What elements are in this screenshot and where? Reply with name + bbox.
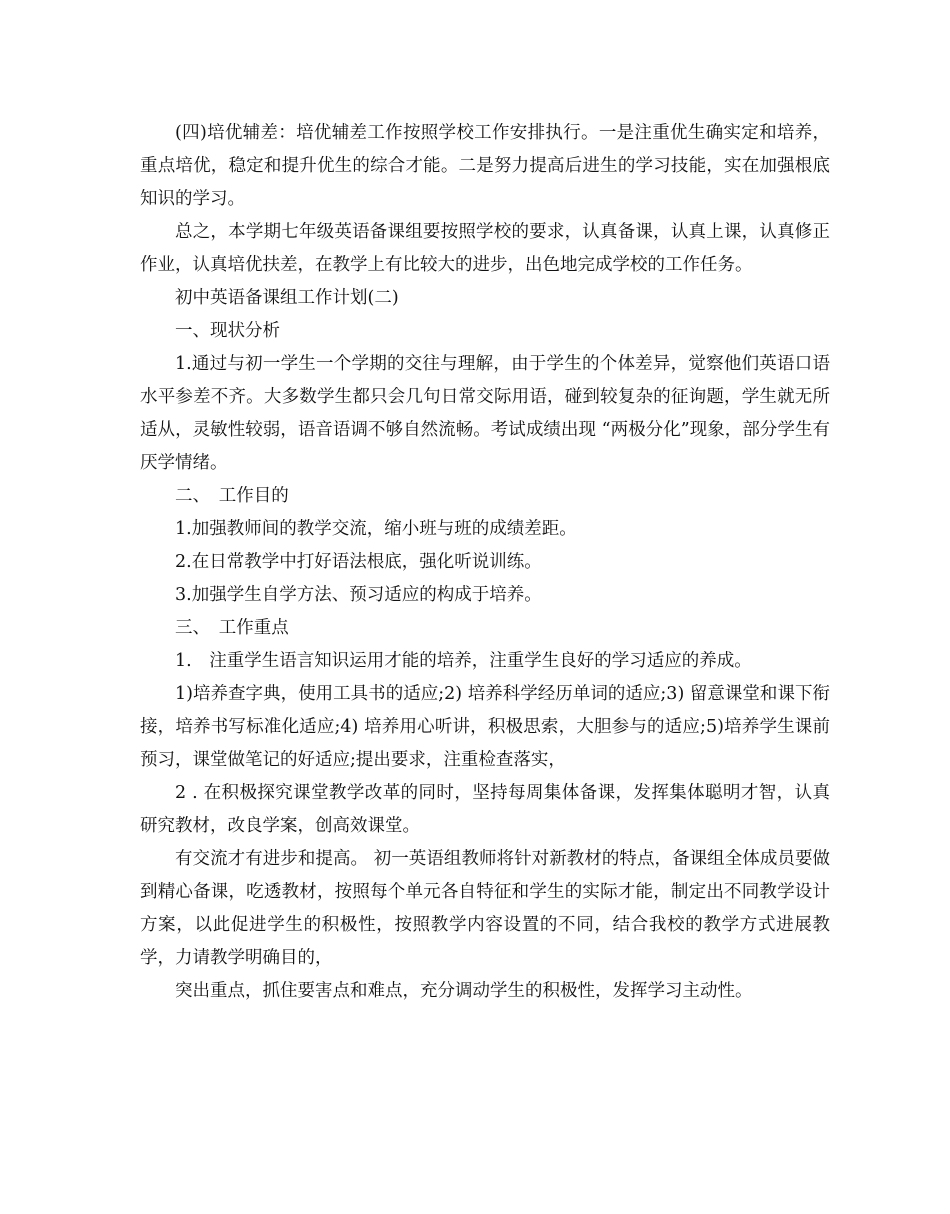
paragraph-goal-1: 1.加强教师间的教学交流，缩小班与班的成绩差距。 xyxy=(175,519,577,539)
paragraph-goal-2: 2.在日常教学中打好语法根底，强化听说训练。 xyxy=(175,552,542,572)
section-title: 初中英语备课组工作计划(二) xyxy=(175,288,399,308)
paragraph-key-points: 突出重点，抓住要害点和难点，充分调动学生的积极性，发挥学习主动性。 xyxy=(175,981,753,1001)
heading-work-focus: 三、 工作重点 xyxy=(175,618,289,638)
heading-work-goals: 二、 工作目的 xyxy=(175,486,289,506)
paragraph-summary: 总之，本学期七年级英语备课组要按照学校的要求，认真备课，认真上课，认真修正作业，认真培优扶差，在教学上有比较大的进步，出色地完成学校的工作任务。 xyxy=(140,222,830,275)
paragraph-focus-1: 1. 注重学生语言知识运用才能的培养，注重学生良好的学习适应的养成。 xyxy=(175,651,752,671)
paragraph-focus-2: 2 . 在积极探究课堂教学改革的同时，坚持每周集体备课，发挥集体聪明才智，认真研究教材，改良学案，创高效课堂。 xyxy=(140,783,830,836)
document-page xyxy=(140,117,830,1008)
paragraph-tutoring: (四)培优辅差：培优辅差工作按照学校工作安排执行。一是注重优生确实定和培养，重点培优，稳定和提升优生的综合才能。二是努力提高后进生的学习技能，实在加强根底知识的学习。 xyxy=(140,123,830,209)
heading-status-analysis: 一、现状分析 xyxy=(175,321,280,341)
paragraph-habits-list: 1)培养查字典，使用工具书的适应;2) 培养科学经历单词的适应;3) 留意课堂和课下衔接，培养书写标准化适应;4) 培养用心听讲，积极思索，大胆参与的适应;5)培养学生课前预习，课堂做笔记的好适应;提出要求，注重检查落实， xyxy=(140,684,830,770)
paragraph-exchange: 有交流才有进步和提高。 初一英语组教师将针对新教材的特点，备课组全体成员要做到精心备课，吃透教材，按照每个单元各自特征和学生的实际才能，制定出不同教学设计方案，以此促进学生的积极性，按照教学内容设置的不同，结合我校的教学方式进展教学，力请教学明确目的， xyxy=(140,849,830,968)
paragraph-goal-3: 3.加强学生自学方法、预习适应的构成于培养。 xyxy=(175,585,542,605)
paragraph-status-1: 1.通过与初一学生一个学期的交往与理解，由于学生的个体差异，觉察他们英语口语水平参差不齐。大多数学生都只会几句日常交际用语，碰到较复杂的征询题，学生就无所适从，灵敏性较弱，语音语调不够自然流畅。考试成绩出现 “两极分化”现象，部分学生有厌学情绪。 xyxy=(140,354,830,473)
